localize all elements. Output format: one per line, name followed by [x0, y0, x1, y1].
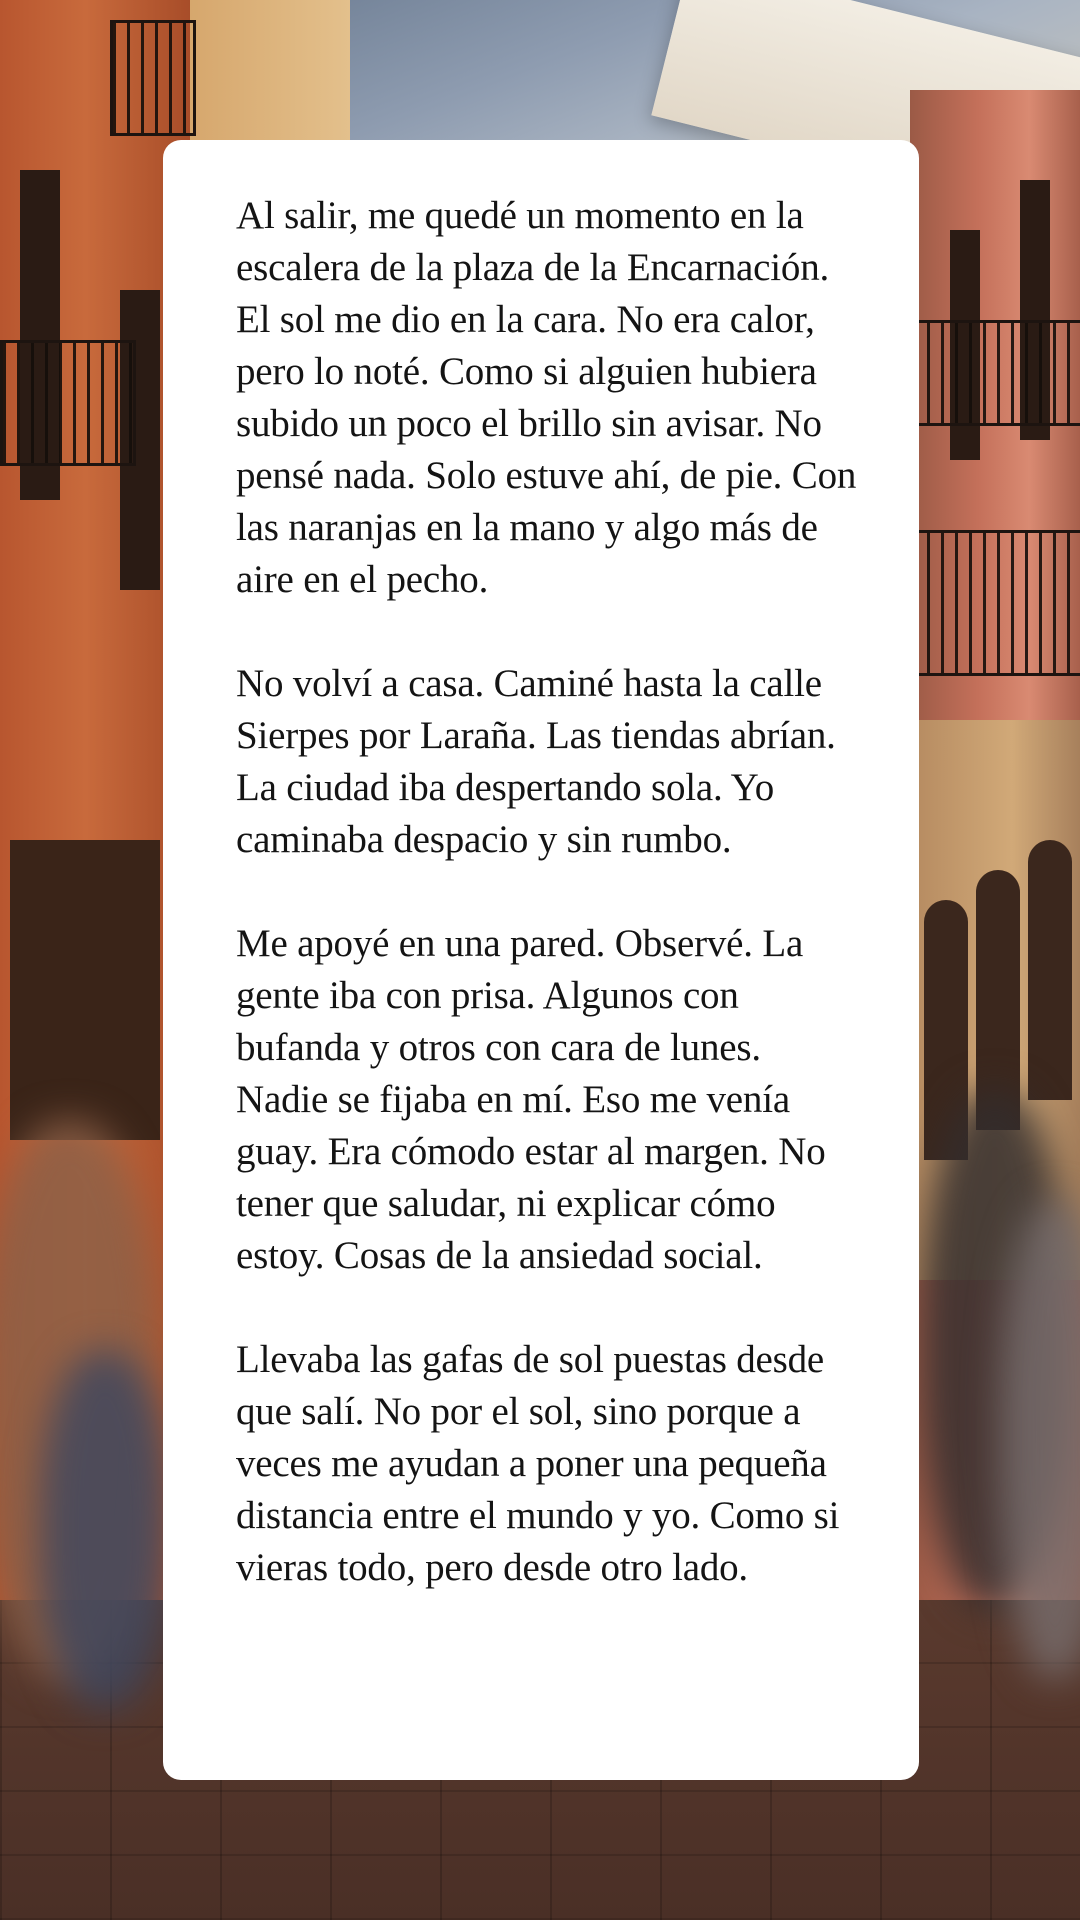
arch — [1028, 840, 1072, 1100]
balcony-railing — [110, 20, 196, 136]
balcony-railing — [0, 340, 136, 466]
blurred-pedestrian — [40, 1350, 170, 1710]
blurred-pedestrian — [1000, 1200, 1080, 1680]
paragraph-4: Llevaba las gafas de sol puestas desde que salí. No por el sol, sino porque a veces me ayudan a poner una pequeña distancia entre el mundo y yo. Como si vieras todo, pero desde otro lado. — [236, 1338, 840, 1589]
paragraph-2: No volví a casa. Caminé hasta la calle Sierpes por Laraña. Las tiendas abrían. La ciudad iba despertando sola. Yo caminaba despacio y sin rumbo. — [236, 662, 836, 861]
paragraph-3: Me apoyé en una pared. Observé. La gente iba con prisa. Algunos con bufanda y otros con cara de lunes. Nadie se fijaba en mí. Eso me venía guay. Era cómodo estar al margen. No tener que saludar, ni explicar cómo estoy. Cosas de la ansiedad social. — [236, 922, 826, 1277]
building-left-upper — [190, 0, 350, 160]
shop-front — [10, 840, 160, 1140]
paragraph-1: Al salir, me quedé un momento en la escalera de la plaza de la Encarnación. El sol me dio en la cara. No era calor, pero lo noté. Como si alguien hubiera subido un poco el brillo sin avisar. No pensé nada. Solo estuve ahí, de pie. Con las naranjas en la mano y algo más de aire en el pecho. — [236, 194, 857, 601]
text-card — [163, 140, 919, 1780]
balcony-railing — [910, 320, 1080, 426]
balcony-railing — [910, 530, 1080, 676]
